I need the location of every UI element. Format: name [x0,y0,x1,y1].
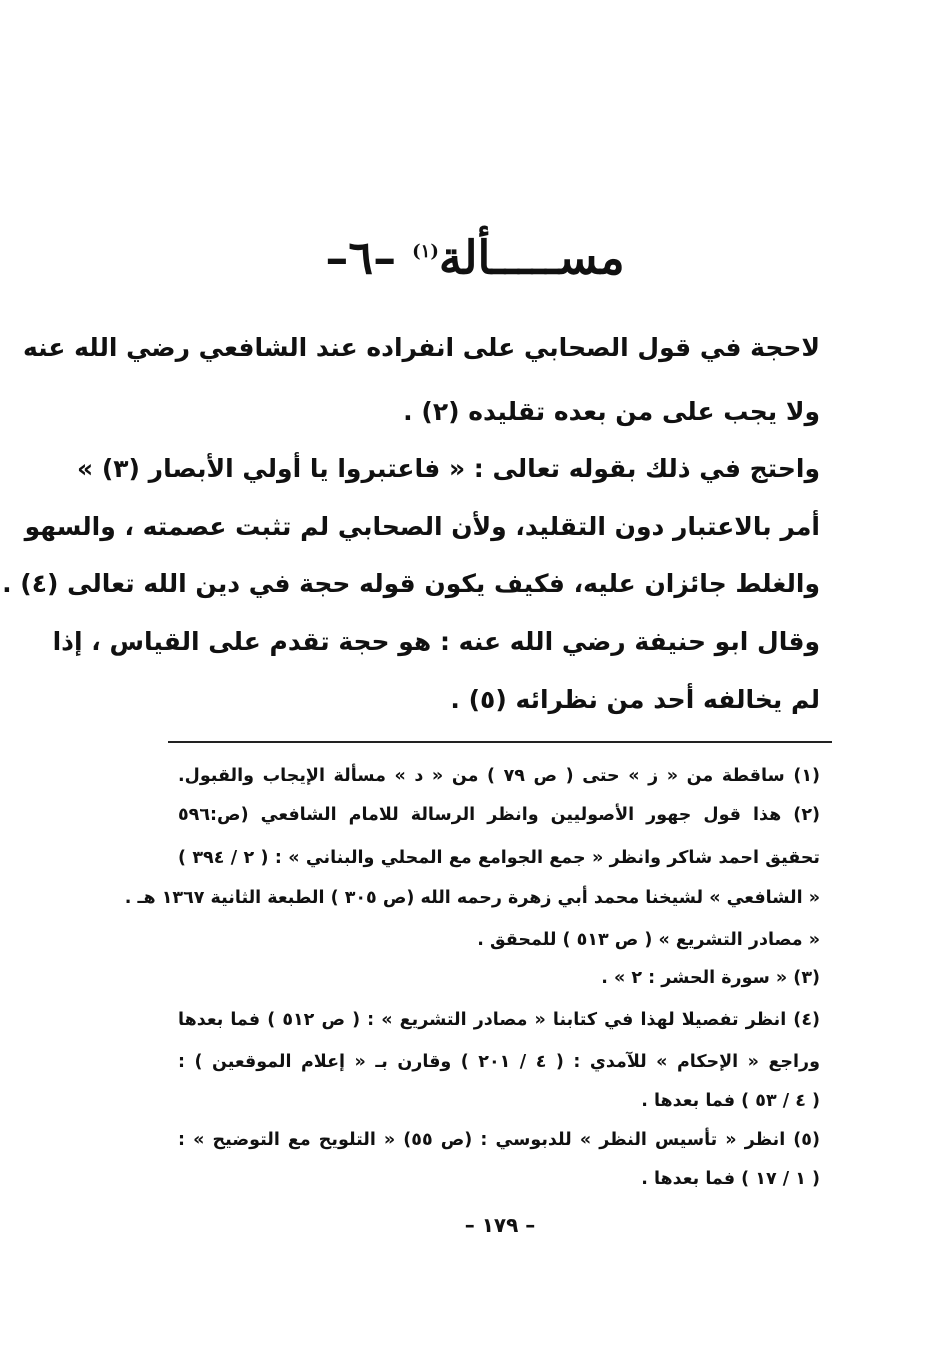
issue-heading [300,222,650,287]
footnote-line: (١) ساقطة من « ز » حتى ( ص ٧٩ ) من « د » مسألة الإيجاب والقبول. [178,766,820,786]
footnote-line: (٢) هذا قول جهور الأصوليين وانظر الرسالة للامام الشافعي (ص:٥٩٦ [178,805,820,825]
footnote-line: وراجع « الإحكام » للآمدي : ( ٤ / ٢٠١ ) وقارن بـ « إعلام الموقعين ) : [178,1052,820,1072]
footnote-line: (٥) انظر « تأسيس النظر » للدبوسي : (ص ٥٥) « التلويح مع التوضيح » : [178,1130,820,1150]
footnote-line: تحقيق احمد شاكر وانظر « جمع الجوامع مع المحلي والبناني » : ( ٢ / ٣٩٤ ) [178,848,821,868]
body-line: والغلط جائزان عليه، فكيف يكون قوله حجة في دين الله تعالى (٤) . [2,569,820,598]
footnote-line: « مصادر التشريع » ( ص ٥١٣ ) للمحقق . [477,930,820,950]
footnote-line: (٣) « سورة الحشر : ٢ » . [601,968,820,988]
footnote-line: (٤) انظر تفصيلا لهذا في كتابنا « مصادر التشريع » : ( ص ٥١٢ ) فما بعدها [178,1010,820,1030]
footnote-line: ( ١ / ١٧ ) فما بعدها . [641,1169,820,1189]
heading-number: –٦– [325,230,397,285]
page-number: – ١٧٩ – [464,1213,536,1237]
heading-word: مســـــألة [438,230,625,285]
body-line: لاحجة في قول الصحابي على انفراده عند الشافعي رضي الله عنه [22,333,820,362]
footnote-separator [168,741,832,743]
footnote-line: « الشافعي » لشيخنا محمد أبي زهرة رحمه الله (ص ٣٠٥ ) الطبعة الثانية ١٣٦٧ هـ . [124,888,820,908]
body-line: واحتج في ذلك بقوله تعالى : « فاعتبروا يا أولي الأبصار (٣) » [77,454,820,483]
body-line: وقال ابو حنيفة رضي الله عنه : هو حجة تقدم على القياس ، إذا [52,627,820,656]
body-line: ولا يجب على من بعده تقليده (٢) . [403,397,820,426]
footnote-line: ( ٤ / ٥٣ ) فما بعدها . [641,1091,820,1111]
heading-footnote-ref: (١) [412,241,439,262]
body-line: أمر بالاعتبار دون التقليد، ولأن الصحابي لم تثبت عصمته ، والسهو [24,512,820,541]
body-line: لم يخالفه أحد من نظرائه (٥) . [450,685,820,714]
